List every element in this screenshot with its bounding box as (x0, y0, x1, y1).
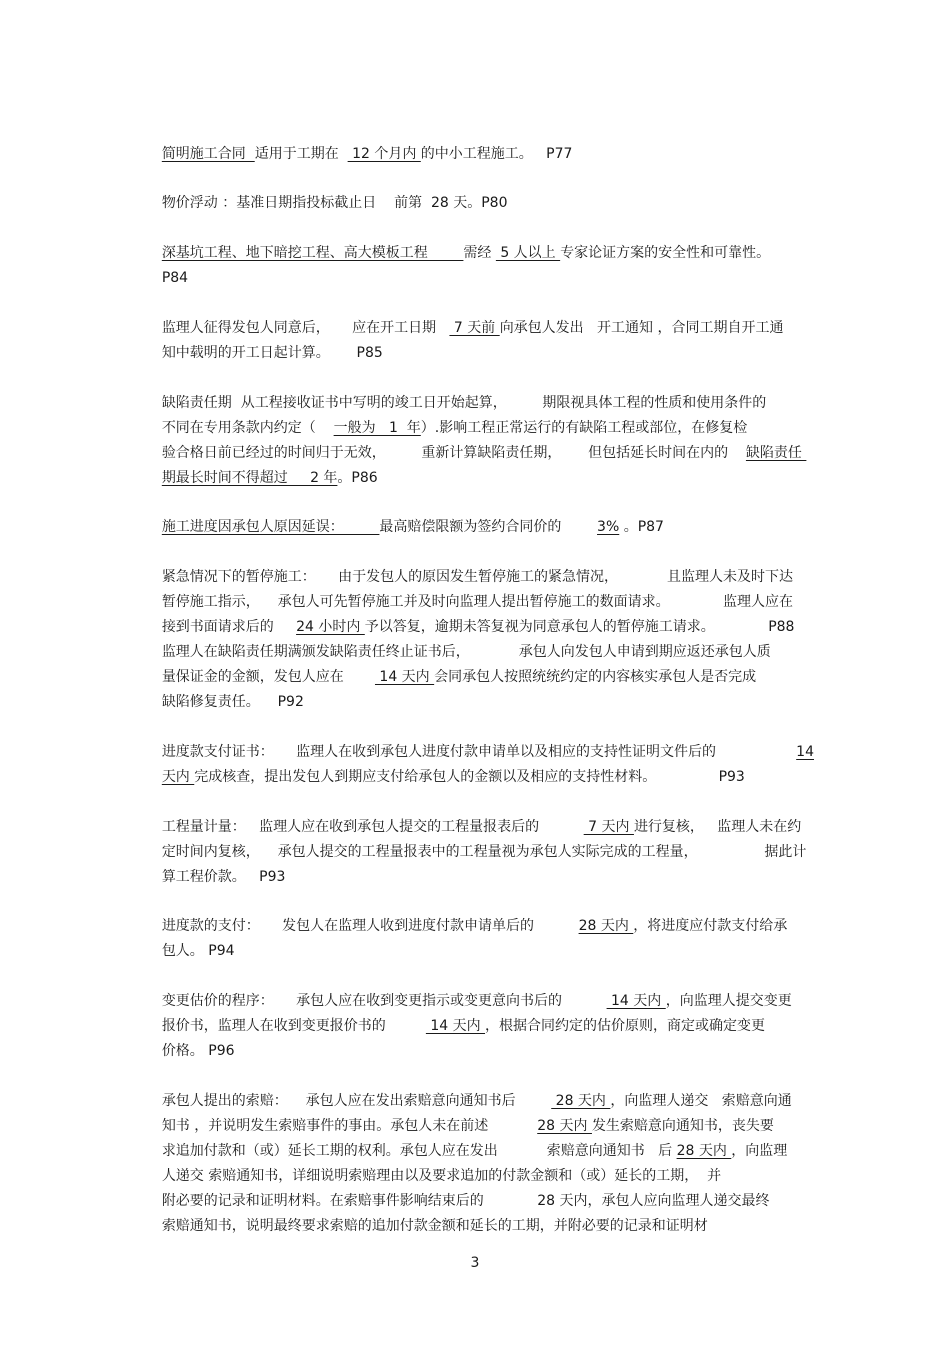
paragraph-line (144, 1089, 814, 1134)
value-14: 14 (796, 744, 814, 760)
text: ，向监理 (731, 1143, 788, 1159)
paragraph-quantity-measurement (144, 790, 814, 835)
paragraph-line (144, 914, 814, 959)
text: 。P86 (337, 470, 378, 486)
paragraph-delay-compensation (144, 490, 814, 535)
text: 监理人在缺陷责任期满颁发缺陷责任终止证书后， 承包人向发包人申请到期应返还承包人质 (161, 644, 771, 660)
paragraph-simple-contract (144, 117, 814, 162)
text: 求追加付款和（或）延长工期的权利。承包人应在发出 索赔意向通知书 后 (161, 1143, 677, 1159)
text: 报价书，监理人在收到变更报价书的 (161, 1018, 426, 1034)
value-2-years: 期最长时间不得超过 2 年 (161, 470, 338, 486)
paragraph-line (144, 316, 814, 361)
text: 人递交 索赔通知书，详细说明索赔理由以及要求追加的付款金额和（或）延长的工期， 并 (161, 1168, 722, 1184)
value-28-days: 28 天内 (578, 918, 634, 934)
value-days-within: 天内 (161, 769, 195, 785)
text: 最高赔偿限额为签约合同价的 (379, 519, 598, 535)
text: 监理人征得发包人同意后， 应在开工日期 (161, 320, 450, 336)
paragraph-line (144, 989, 814, 1034)
value-5-people: 5 人以上 (495, 245, 561, 261)
text: 缺陷责任期 从工程接收证书中写明的竣工日开始起算， 期限视具体工程的性质和使用条件的 (161, 395, 767, 411)
text: 暂停施工指示， 承包人可先暂停施工并及时向监理人提出暂停施工的数面请求。 监理人应在 (161, 594, 794, 610)
text: 缺陷修复责任。 P92 (161, 694, 304, 710)
text: 量保证金的金额，发包人应在 (161, 669, 375, 685)
paragraph-line (144, 590, 814, 635)
paragraph-line (144, 640, 814, 685)
text: 工程量计量： 监理人应在收到承包人提交的工程量报表后的 (161, 819, 584, 835)
value-28-days: 28 天内 (537, 1118, 592, 1134)
paragraph-line (144, 615, 814, 660)
value-28-days: 28 天内 (551, 1093, 611, 1109)
text: 索赔通知书，说明最终要求索赔的追加付款金额和延长的工期，并附必要的记录和证明材 (161, 1218, 708, 1234)
paragraph-contractor-claim (144, 1064, 814, 1109)
paragraph-progress-payment (144, 889, 814, 934)
value-28-days: 28 天内 (676, 1143, 732, 1159)
text: 会同承包人按照统统约定的内容核实承包人是否完成 (434, 669, 757, 685)
paragraph-line (144, 1114, 814, 1159)
text: 知书 ，并说明发生索赔事件的事由。承包人未在前述 (161, 1118, 538, 1134)
paragraph-line (144, 665, 814, 710)
text: 专家论证方案的安全性和可靠性。 (560, 245, 771, 261)
text: 算工程价款。 P93 (161, 869, 286, 885)
paragraph-line (144, 1139, 814, 1184)
text: 需经 (463, 245, 496, 261)
text: ，向监理人提交变更 (665, 993, 792, 1009)
value-7-days: 7 天前 (449, 320, 500, 336)
text: 包人。 P94 (161, 943, 235, 959)
paragraph-line (144, 840, 814, 885)
page-ref: P84 (161, 270, 189, 286)
text: ，将进度应付款支付给承 (633, 918, 788, 934)
paragraph-line (144, 740, 814, 785)
paragraph-defect-liability (144, 366, 814, 411)
text: ）.影响工程正常运行的有缺陷工程或部位，在修复检 (420, 420, 748, 436)
value-24-hours: 24 小时内 (296, 619, 365, 635)
paragraph-line (144, 391, 814, 436)
text: 接到书面请求后的 (161, 619, 297, 635)
text: 验合格日前已经过的时间归于无效， 重新计算缺陷责任期， 但包括延长时间在内的 (161, 445, 746, 461)
paragraph-line (144, 1189, 814, 1234)
value-12-months: 12 个月内 (347, 146, 421, 162)
text: 定时间内复核， 承包人提交的工程量报表中的工程量视为承包人实际完成的工程量， 据此计 (161, 844, 807, 860)
text: 。P87 (619, 519, 664, 535)
text: 知中载明的开工日起计算。 P85 (161, 345, 383, 361)
text: 承包人提出的索赔： 承包人应在发出索赔意向通知书后 (161, 1093, 552, 1109)
text: 变更估价的程序： 承包人应在收到变更指示或变更意向书后的 (161, 993, 607, 1009)
text: 进行复核， 监理人未在约 (633, 819, 802, 835)
value-7-days: 7 天内 (583, 819, 634, 835)
page-number: 3 (470, 1255, 480, 1271)
term-defect-period: 缺陷责任 (745, 445, 807, 461)
text: 进度款的支付： 发包人在监理人收到进度付款申请单后的 (161, 918, 579, 934)
paragraph-price-fluctuation (144, 166, 814, 211)
text: 不同在专用条款内约定（ (161, 420, 334, 436)
text: ，向监理人递交 索赔意向通 (610, 1093, 792, 1109)
value-14-days: 14 天内 (606, 993, 666, 1009)
text: 的中小工程施工。 P77 (420, 146, 573, 162)
paragraph-deep-foundation (144, 216, 814, 261)
value-14-days: 14 天内 (374, 669, 435, 685)
value-3-percent: 3% (597, 519, 620, 535)
paragraph-line (144, 815, 814, 860)
value-1-year: 一般为 1 年 (333, 420, 421, 436)
paragraph-emergency-suspension (144, 540, 814, 585)
paragraph-line (144, 441, 814, 486)
text: 价格。 P96 (161, 1043, 235, 1059)
paragraph-progress-certificate (144, 715, 814, 760)
text: 发生索赔意向通知书，丧失要 (591, 1118, 774, 1134)
paragraph-start-notice (144, 291, 814, 336)
value-14-days: 14 天内 (425, 1018, 486, 1034)
term-deep-foundation: 深基坑工程、地下暗挖工程、高大模板工程 (161, 245, 464, 261)
text: 附必要的记录和证明材料。在索赔事件影响结束后的 28 天内，承包人应向监理人递交最终 (161, 1193, 770, 1209)
text: 向承包人发出 开工通知 ，合同工期自开工通 (499, 320, 784, 336)
paragraph-line (144, 1164, 814, 1209)
paragraph-line (144, 241, 814, 286)
text: 予以答复，逾期未答复视为同意承包人的暂停施工请求。 P88 (364, 619, 795, 635)
text: ，根据合同约定的估价原则，商定或确定变更 (485, 1018, 766, 1034)
text: 完成核查，提出发包人到期应支付给承包人的金额以及相应的支持性材料。 P93 (194, 769, 745, 785)
text: 进度款支付证书： 监理人在收到承包人进度付款申请单以及相应的支持性证明文件后的 (161, 744, 797, 760)
paragraph-line (144, 416, 814, 461)
term-simple-contract: 简明施工合同 (161, 146, 255, 162)
paragraph-variation-valuation (144, 964, 814, 1009)
paragraph-line (144, 1014, 814, 1059)
paragraph-line (144, 565, 814, 610)
term-delay: 施工进度因承包人原因延误： (161, 519, 380, 535)
text: 物价浮动 ：基准日期指投标截止日 前第 28 天。P80 (161, 195, 508, 211)
text: 紧急情况下的暂停施工： 由于发包人的原因发生暂停施工的紧急情况， 且监理人未及时下达 (161, 569, 794, 585)
text: 适用于工期在 (254, 146, 348, 162)
